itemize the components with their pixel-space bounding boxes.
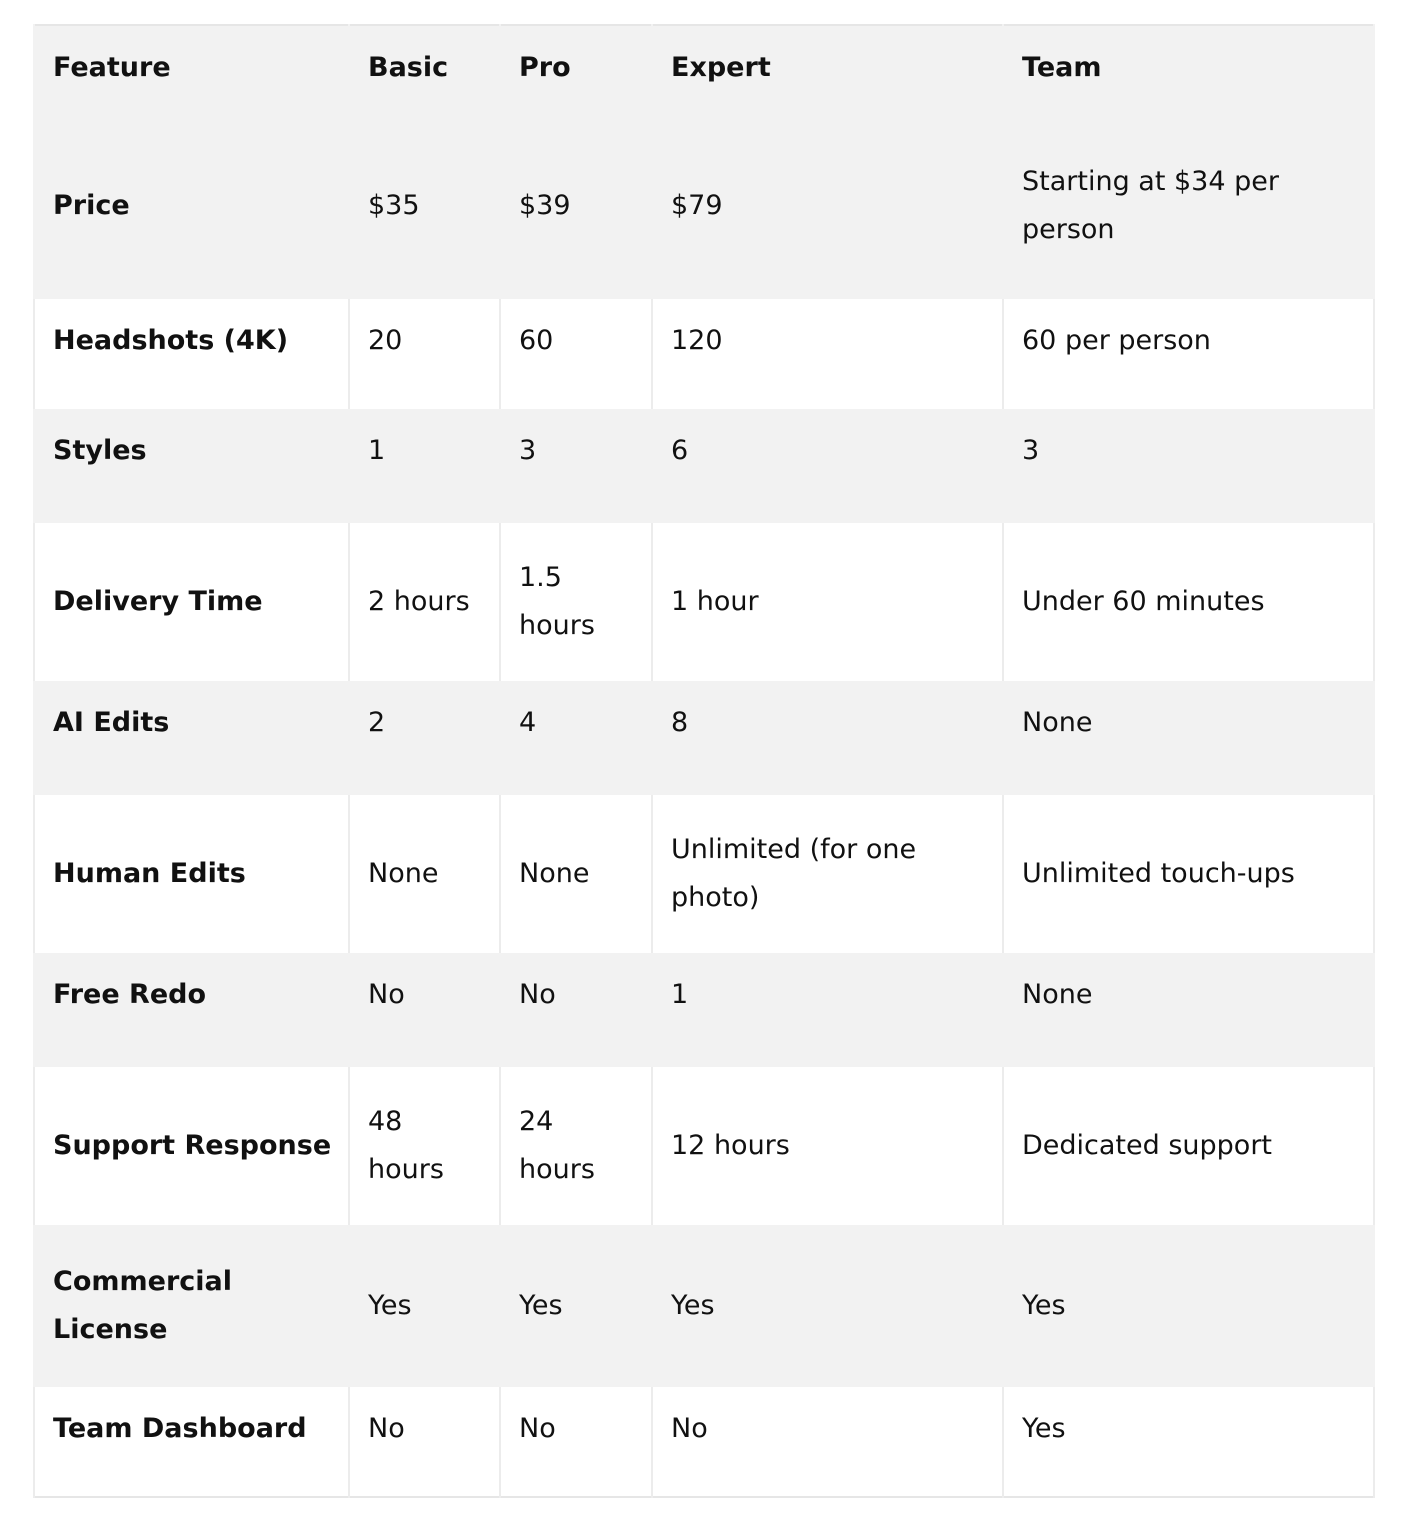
row-label: Support Response (34, 1067, 349, 1225)
plan-comparison-table (33, 24, 1375, 1498)
cell-expert: Yes (652, 1225, 1003, 1387)
row-label: Price (34, 113, 349, 299)
table-row-price (34, 113, 1374, 299)
cell-pro: None (500, 795, 652, 953)
cell-expert: 12 hours (652, 1067, 1003, 1225)
row-label: Team Dashboard (34, 1387, 349, 1497)
cell-team: Yes (1003, 1387, 1374, 1497)
cell-basic: No (349, 953, 500, 1067)
cell-team: Starting at $34 per person (1003, 113, 1374, 299)
cell-expert: $79 (652, 113, 1003, 299)
cell-pro: No (500, 1387, 652, 1497)
row-label: Free Redo (34, 953, 349, 1067)
comparison-table-container (33, 24, 1373, 1498)
cell-pro: 4 (500, 681, 652, 795)
cell-basic: No (349, 1387, 500, 1497)
cell-pro: Yes (500, 1225, 652, 1387)
cell-expert: 8 (652, 681, 1003, 795)
header-expert: Expert (652, 25, 1003, 113)
row-label: AI Edits (34, 681, 349, 795)
row-label: Commercial License (34, 1225, 349, 1387)
cell-team: None (1003, 681, 1374, 795)
cell-pro: No (500, 953, 652, 1067)
row-label: Headshots (4K) (34, 299, 349, 409)
cell-expert: Unlimited (for one photo) (652, 795, 1003, 953)
table-row-free-redo (34, 953, 1374, 1067)
cell-team: 3 (1003, 409, 1374, 523)
cell-basic: 1 (349, 409, 500, 523)
cell-basic: 2 (349, 681, 500, 795)
cell-basic: 2 hours (349, 523, 500, 681)
table-row-styles (34, 409, 1374, 523)
cell-expert: 120 (652, 299, 1003, 409)
cell-expert: 6 (652, 409, 1003, 523)
header-team: Team (1003, 25, 1374, 113)
table-row-headshots (34, 299, 1374, 409)
cell-pro: 1.5 hours (500, 523, 652, 681)
cell-team: Dedicated support (1003, 1067, 1374, 1225)
cell-pro: 24 hours (500, 1067, 652, 1225)
table-row-team-dashboard (34, 1387, 1374, 1497)
header-basic: Basic (349, 25, 500, 113)
cell-basic: 48 hours (349, 1067, 500, 1225)
cell-team: 60 per person (1003, 299, 1374, 409)
cell-expert: 1 hour (652, 523, 1003, 681)
table-row-commercial-license (34, 1225, 1374, 1387)
table-row-ai-edits (34, 681, 1374, 795)
row-label: Styles (34, 409, 349, 523)
cell-basic: $35 (349, 113, 500, 299)
cell-basic: 20 (349, 299, 500, 409)
cell-expert: No (652, 1387, 1003, 1497)
row-label: Human Edits (34, 795, 349, 953)
cell-team: None (1003, 953, 1374, 1067)
cell-pro: 60 (500, 299, 652, 409)
cell-basic: None (349, 795, 500, 953)
cell-pro: $39 (500, 113, 652, 299)
cell-expert: 1 (652, 953, 1003, 1067)
table-row-human-edits (34, 795, 1374, 953)
cell-team: Unlimited touch-ups (1003, 795, 1374, 953)
table-header-row (34, 25, 1374, 113)
row-label: Delivery Time (34, 523, 349, 681)
header-feature: Feature (34, 25, 349, 113)
table-row-delivery-time (34, 523, 1374, 681)
cell-basic: Yes (349, 1225, 500, 1387)
table-row-support-response (34, 1067, 1374, 1225)
cell-team: Under 60 minutes (1003, 523, 1374, 681)
cell-team: Yes (1003, 1225, 1374, 1387)
header-pro: Pro (500, 25, 652, 113)
cell-pro: 3 (500, 409, 652, 523)
